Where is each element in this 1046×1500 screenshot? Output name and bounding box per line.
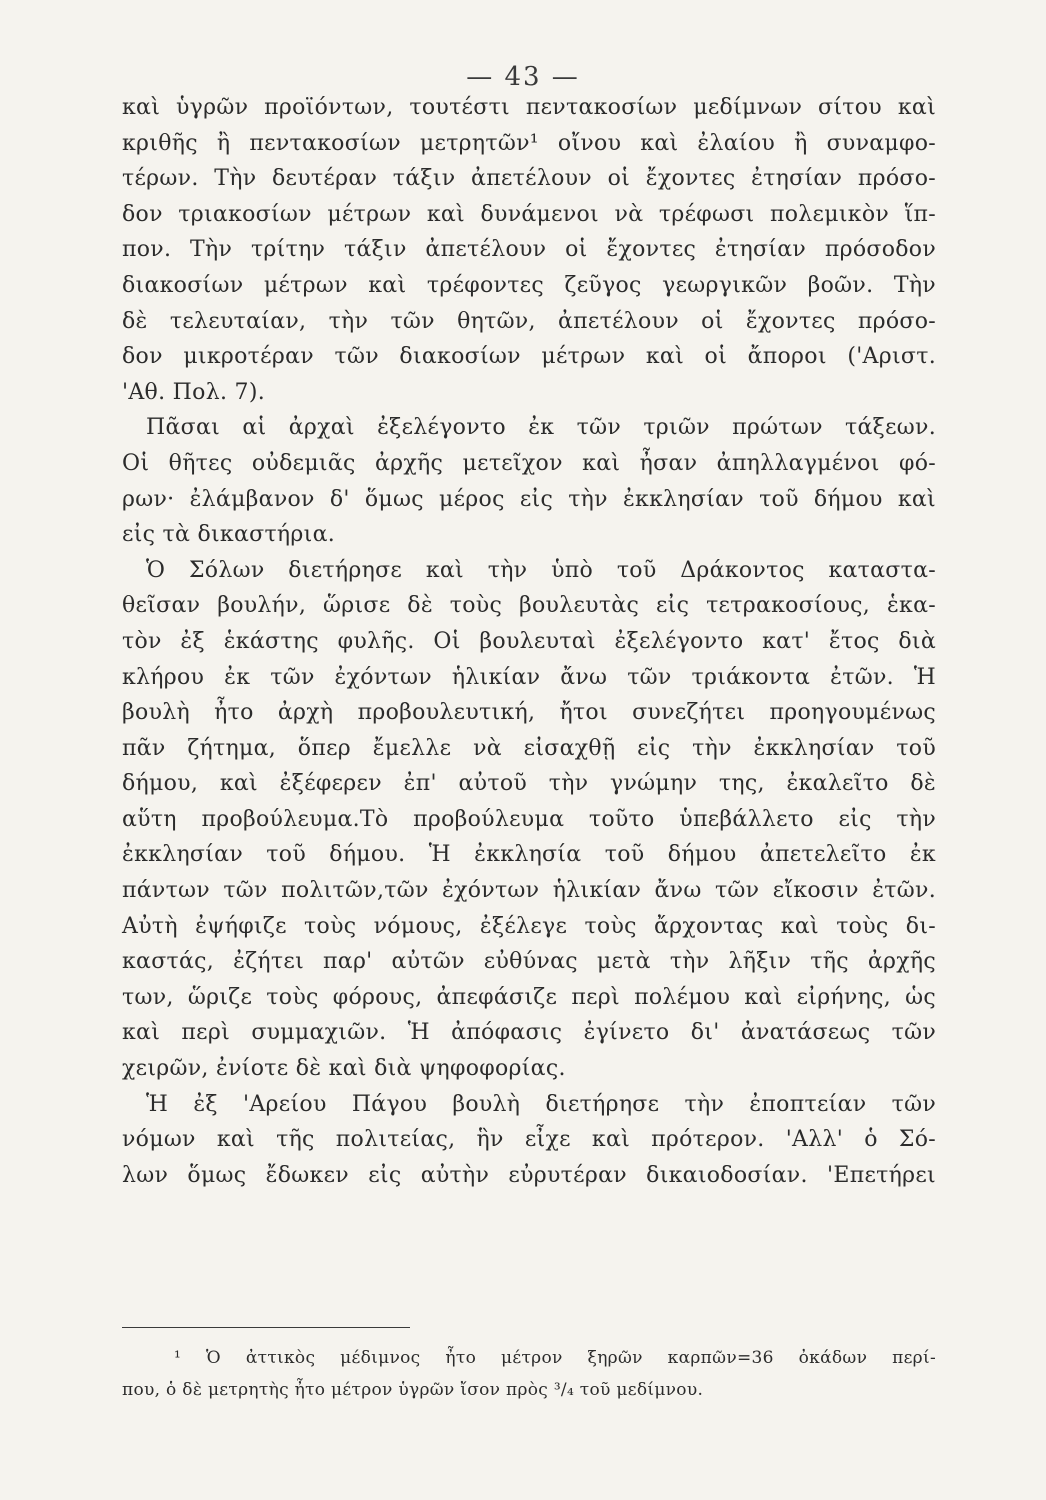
footnote-line: που, ὁ δὲ μετρητὴς ἦτο μέτρον ὑγρῶν ἴσον πρὸς ³/₄ τοῦ μεδίμνου. bbox=[122, 1380, 704, 1400]
text-line: Οἱ θῆτες οὐδεμιᾶς ἀρχῆς μετεῖχον καὶ ἦσαν ἀπηλλαγμένοι φό- bbox=[122, 450, 936, 476]
page-number: — 43 — bbox=[466, 62, 580, 92]
text-line: καστάς, ἐζήτει παρ' αὐτῶν εὐθύνας μετὰ τὴν λῆξιν τῆς ἀρχῆς bbox=[122, 949, 936, 975]
text-line: τέρων. Τὴν δευτέραν τάξιν ἀπετέλουν οἱ ἔχοντες ἐτησίαν πρόσο- bbox=[122, 166, 936, 192]
text-line: αὕτη προβούλευμα.Τὸ προβούλευμα τοῦτο ὑπεβάλλετο εἰς τὴν bbox=[122, 806, 936, 832]
text-line: δον τριακοσίων μέτρων καὶ δυνάμενοι νὰ τρέφωσι πολεμικὸν ἵπ- bbox=[122, 201, 936, 227]
text-line: διακοσίων μέτρων καὶ τρέφοντες ζεῦγος γεωργικῶν βοῶν. Τὴν bbox=[122, 272, 936, 298]
body-text bbox=[122, 90, 936, 1193]
text-line: ρων· ἐλάμβανον δ' ὅμως μέρος εἰς τὴν ἐκκλησίαν τοῦ δήμου καὶ bbox=[122, 486, 936, 512]
text-line: Αὐτὴ ἐψήφιζε τοὺς νόμους, ἐξέλεγε τοὺς ἄρχοντας καὶ τοὺς δι- bbox=[122, 913, 936, 939]
text-line: τὸν ἐξ ἑκάστης φυλῆς. Οἱ βουλευταὶ ἐξελέγοντο κατ' ἔτος διὰ bbox=[122, 628, 936, 654]
text-line: λων ὅμως ἔδωκεν εἰς αὐτὴν εὐρυτέραν δικαιοδοσίαν. 'Επετήρει bbox=[122, 1162, 936, 1188]
text-line: βουλὴ ἦτο ἀρχὴ προβουλευτική, ἤτοι συνεζήτει προηγουμένως bbox=[122, 700, 936, 726]
footnotes bbox=[122, 1342, 936, 1406]
text-line: χειρῶν, ἐνίοτε δὲ καὶ διὰ ψηφοφορίας. bbox=[122, 1056, 566, 1082]
text-line: κριθῆς ἢ πεντακοσίων μετρητῶν¹ οἴνου καὶ ἐλαίου ἢ συναμφο- bbox=[122, 130, 936, 156]
footnote-line: ¹ Ὁ ἀττικὸς μέδιμνος ἦτο μέτρον ξηρῶν καρπῶν=36 ὀκάδων περί- bbox=[174, 1348, 936, 1368]
text-line: πον. Τὴν τρίτην τάξιν ἀπετέλουν οἱ ἔχοντες ἐτησίαν πρόσοδον bbox=[122, 237, 936, 263]
footnote-divider bbox=[122, 1327, 410, 1328]
text-line: ἐκκλησίαν τοῦ δήμου. Ἡ ἐκκλησία τοῦ δήμου ἀπετελεῖτο ἐκ bbox=[122, 842, 936, 868]
text-line: 'Αθ. Πολ. 7). bbox=[122, 379, 266, 405]
text-line: κλήρου ἐκ τῶν ἐχόντων ἡλικίαν ἄνω τῶν τριάκοντα ἐτῶν. Ἡ bbox=[122, 664, 936, 690]
text-line: καὶ περὶ συμμαχιῶν. Ἡ ἀπόφασις ἐγίνετο δι' ἀνατάσεως τῶν bbox=[122, 1020, 936, 1046]
text-line: δὲ τελευταίαν, τὴν τῶν θητῶν, ἀπετέλουν οἱ ἔχοντες πρόσο- bbox=[122, 308, 936, 334]
text-line: Πᾶσαι αἱ ἀρχαὶ ἐξελέγοντο ἐκ τῶν τριῶν πρώτων τάξεων. bbox=[146, 415, 936, 441]
text-line: θεῖσαν βουλήν, ὥρισε δὲ τοὺς βουλευτὰς εἰς τετρακοσίους, ἑκα- bbox=[122, 593, 936, 619]
text-line: πᾶν ζήτημα, ὅπερ ἔμελλε νὰ εἰσαχθῇ εἰς τὴν ἐκκλησίαν τοῦ bbox=[122, 735, 936, 761]
text-line: εἰς τὰ δικαστήρια. bbox=[122, 522, 336, 548]
text-line: των, ὥριζε τοὺς φόρους, ἀπεφάσιζε περὶ πολέμου καὶ εἰρήνης, ὡς bbox=[122, 984, 936, 1010]
text-line: Ἡ ἐξ 'Αρείου Πάγου βουλὴ διετήρησε τὴν ἐποπτείαν τῶν bbox=[146, 1091, 936, 1117]
text-line: δήμου, καὶ ἐξέφερεν ἐπ' αὐτοῦ τὴν γνώμην της, ἐκαλεῖτο δὲ bbox=[122, 771, 936, 797]
text-line: πάντων τῶν πολιτῶν,τῶν ἐχόντων ἡλικίαν ἄνω τῶν εἴκοσιν ἐτῶν. bbox=[122, 878, 936, 904]
text-line: νόμων καὶ τῆς πολιτείας, ἣν εἶχε καὶ πρότερον. 'Αλλ' ὁ Σό- bbox=[122, 1127, 936, 1153]
text-line: δον μικροτέραν τῶν διακοσίων μέτρων καὶ οἱ ἄποροι ('Αριστ. bbox=[122, 344, 936, 370]
text-line: Ὁ Σόλων διετήρησε καὶ τὴν ὑπὸ τοῦ Δράκοντος καταστα- bbox=[146, 557, 936, 583]
text-line: καὶ ὑγρῶν προϊόντων, τουτέστι πεντακοσίων μεδίμνων σίτου καὶ bbox=[122, 95, 936, 120]
